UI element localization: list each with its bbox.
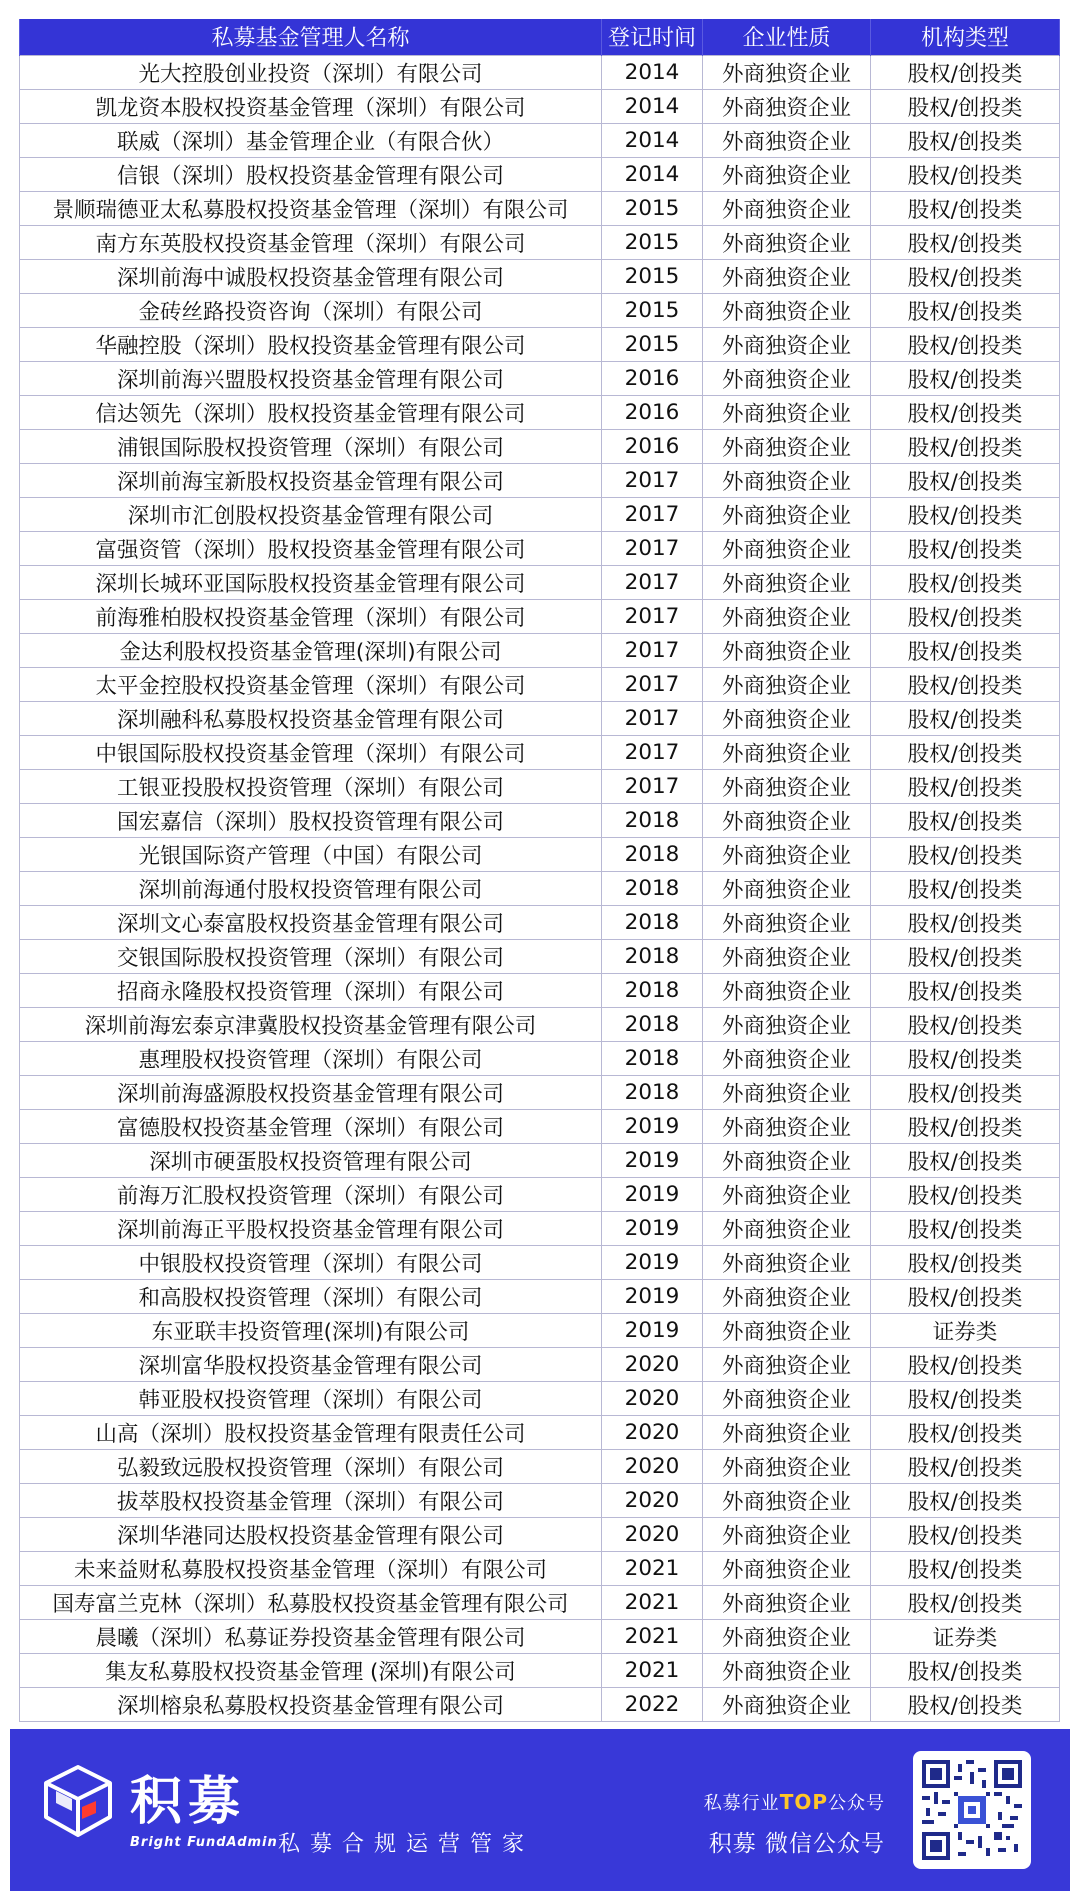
cell-registration-year: 2019 (602, 1313, 703, 1347)
table-row (20, 633, 1060, 667)
table-row (20, 1381, 1060, 1415)
cell-institution-type: 股权/创投类 (871, 735, 1060, 769)
cell-institution-type: 证券类 (871, 1313, 1060, 1347)
cell-registration-year: 2015 (602, 191, 703, 225)
cell-institution-type: 股权/创投类 (871, 55, 1060, 89)
cell-registration-year: 2021 (602, 1551, 703, 1585)
cell-manager-name: 金砖丝路投资咨询（深圳）有限公司 (20, 293, 602, 327)
cell-manager-name: 国寿富兰克林（深圳）私募股权投资基金管理有限公司 (20, 1585, 602, 1619)
cell-manager-name: 未来益财私募股权投资基金管理（深圳）有限公司 (20, 1551, 602, 1585)
cell-enterprise-nature: 外商独资企业 (703, 1449, 871, 1483)
cell-manager-name: 深圳前海宏泰京津冀股权投资基金管理有限公司 (20, 1007, 602, 1041)
cell-registration-year: 2020 (602, 1415, 703, 1449)
cell-enterprise-nature: 外商独资企业 (703, 1313, 871, 1347)
cell-institution-type: 股权/创投类 (871, 1041, 1060, 1075)
cell-manager-name: 深圳前海宝新股权投资基金管理有限公司 (20, 463, 602, 497)
cell-enterprise-nature: 外商独资企业 (703, 497, 871, 531)
cell-manager-name: 信银（深圳）股权投资基金管理有限公司 (20, 157, 602, 191)
cell-manager-name: 景顺瑞德亚太私募股权投资基金管理（深圳）有限公司 (20, 191, 602, 225)
cell-registration-year: 2019 (602, 1143, 703, 1177)
cell-enterprise-nature: 外商独资企业 (703, 803, 871, 837)
cell-registration-year: 2014 (602, 89, 703, 123)
cell-manager-name: 东亚联丰投资管理(深圳)有限公司 (20, 1313, 602, 1347)
cell-registration-year: 2014 (602, 157, 703, 191)
table-row (20, 1143, 1060, 1177)
cell-manager-name: 凯龙资本股权投资基金管理（深圳）有限公司 (20, 89, 602, 123)
cell-registration-year: 2018 (602, 905, 703, 939)
cell-registration-year: 2017 (602, 701, 703, 735)
cell-registration-year: 2014 (602, 55, 703, 89)
cell-registration-year: 2018 (602, 837, 703, 871)
cell-enterprise-nature: 外商独资企业 (703, 1347, 871, 1381)
header-registration-year: 登记时间 (602, 19, 703, 55)
cell-institution-type: 股权/创投类 (871, 123, 1060, 157)
cell-enterprise-nature: 外商独资企业 (703, 633, 871, 667)
table-header-row (20, 19, 1060, 55)
cell-institution-type: 股权/创投类 (871, 701, 1060, 735)
cell-manager-name: 深圳前海兴盟股权投资基金管理有限公司 (20, 361, 602, 395)
table-row (20, 1279, 1060, 1313)
cell-institution-type: 股权/创投类 (871, 225, 1060, 259)
cell-institution-type: 证券类 (871, 1619, 1060, 1653)
cell-institution-type: 股权/创投类 (871, 497, 1060, 531)
table-row (20, 1041, 1060, 1075)
cell-manager-name: 深圳富华股权投资基金管理有限公司 (20, 1347, 602, 1381)
cell-enterprise-nature: 外商独资企业 (703, 837, 871, 871)
cell-registration-year: 2017 (602, 497, 703, 531)
tagline-top-badge: TOP (779, 1790, 828, 1814)
table-row (20, 1177, 1060, 1211)
cell-enterprise-nature: 外商独资企业 (703, 55, 871, 89)
cell-institution-type: 股权/创投类 (871, 1415, 1060, 1449)
cell-institution-type: 股权/创投类 (871, 1449, 1060, 1483)
cell-enterprise-nature: 外商独资企业 (703, 565, 871, 599)
cell-enterprise-nature: 外商独资企业 (703, 1177, 871, 1211)
cell-manager-name: 太平金控股权投资基金管理（深圳）有限公司 (20, 667, 602, 701)
cell-enterprise-nature: 外商独资企业 (703, 157, 871, 191)
table-row (20, 1007, 1060, 1041)
cell-institution-type: 股权/创投类 (871, 293, 1060, 327)
tagline-prefix: 私募行业 (703, 1793, 780, 1814)
cell-enterprise-nature: 外商独资企业 (703, 395, 871, 429)
cell-registration-year: 2021 (602, 1619, 703, 1653)
cell-institution-type: 股权/创投类 (871, 1143, 1060, 1177)
cell-institution-type: 股权/创投类 (871, 769, 1060, 803)
cell-registration-year: 2020 (602, 1347, 703, 1381)
cell-registration-year: 2016 (602, 361, 703, 395)
cell-enterprise-nature: 外商独资企业 (703, 1007, 871, 1041)
cell-institution-type: 股权/创投类 (871, 395, 1060, 429)
cell-registration-year: 2015 (602, 259, 703, 293)
cell-institution-type: 股权/创投类 (871, 259, 1060, 293)
table-row (20, 157, 1060, 191)
cell-registration-year: 2016 (602, 395, 703, 429)
cell-institution-type: 股权/创投类 (871, 1585, 1060, 1619)
cell-manager-name: 浦银国际股权投资管理（深圳）有限公司 (20, 429, 602, 463)
cell-enterprise-nature: 外商独资企业 (703, 1687, 871, 1721)
cell-registration-year: 2017 (602, 531, 703, 565)
table-row (20, 293, 1060, 327)
cell-manager-name: 前海雅柏股权投资基金管理（深圳）有限公司 (20, 599, 602, 633)
cell-registration-year: 2019 (602, 1177, 703, 1211)
cell-registration-year: 2018 (602, 871, 703, 905)
cell-registration-year: 2017 (602, 599, 703, 633)
cell-enterprise-nature: 外商独资企业 (703, 905, 871, 939)
cell-enterprise-nature: 外商独资企业 (703, 1143, 871, 1177)
table-row (20, 1585, 1060, 1619)
table-row (20, 735, 1060, 769)
table-row (20, 497, 1060, 531)
cell-manager-name: 深圳前海正平股权投资基金管理有限公司 (20, 1211, 602, 1245)
table-row (20, 1551, 1060, 1585)
cell-registration-year: 2017 (602, 735, 703, 769)
table-row (20, 1653, 1060, 1687)
cell-enterprise-nature: 外商独资企业 (703, 1245, 871, 1279)
table-row (20, 89, 1060, 123)
cell-institution-type: 股权/创投类 (871, 361, 1060, 395)
cell-enterprise-nature: 外商独资企业 (703, 191, 871, 225)
cell-institution-type: 股权/创投类 (871, 1687, 1060, 1721)
brand-slogan: 私募合规运营管家 (278, 1832, 535, 1857)
table-row (20, 1347, 1060, 1381)
cell-manager-name: 集友私募股权投资基金管理 (深圳)有限公司 (20, 1653, 602, 1687)
cell-institution-type: 股权/创投类 (871, 633, 1060, 667)
cell-manager-name: 深圳前海通付股权投资管理有限公司 (20, 871, 602, 905)
table-row (20, 429, 1060, 463)
cell-manager-name: 国宏嘉信（深圳）股权投资管理有限公司 (20, 803, 602, 837)
brand-name-cn: 积募 (130, 1771, 247, 1832)
cell-registration-year: 2015 (602, 327, 703, 361)
cell-enterprise-nature: 外商独资企业 (703, 701, 871, 735)
cell-registration-year: 2022 (602, 1687, 703, 1721)
cell-institution-type: 股权/创投类 (871, 973, 1060, 1007)
cell-manager-name: 联威（深圳）基金管理企业（有限合伙） (20, 123, 602, 157)
table-row (20, 1483, 1060, 1517)
table-row (20, 973, 1060, 1007)
cell-registration-year: 2015 (602, 225, 703, 259)
cell-enterprise-nature: 外商独资企业 (703, 599, 871, 633)
cell-enterprise-nature: 外商独资企业 (703, 1279, 871, 1313)
cell-manager-name: 交银国际股权投资管理（深圳）有限公司 (20, 939, 602, 973)
cell-manager-name: 光银国际资产管理（中国）有限公司 (20, 837, 602, 871)
cell-enterprise-nature: 外商独资企业 (703, 1517, 871, 1551)
table-row (20, 1619, 1060, 1653)
table-row (20, 531, 1060, 565)
cell-enterprise-nature: 外商独资企业 (703, 1551, 871, 1585)
table-row (20, 395, 1060, 429)
cell-manager-name: 金达利股权投资基金管理(深圳)有限公司 (20, 633, 602, 667)
table-row (20, 667, 1060, 701)
header-institution-type: 机构类型 (871, 19, 1060, 55)
cell-institution-type: 股权/创投类 (871, 89, 1060, 123)
cell-enterprise-nature: 外商独资企业 (703, 429, 871, 463)
cell-manager-name: 工银亚投股权投资管理（深圳）有限公司 (20, 769, 602, 803)
cell-manager-name: 惠理股权投资管理（深圳）有限公司 (20, 1041, 602, 1075)
cell-enterprise-nature: 外商独资企业 (703, 871, 871, 905)
cell-institution-type: 股权/创投类 (871, 531, 1060, 565)
cell-manager-name: 深圳融科私募股权投资基金管理有限公司 (20, 701, 602, 735)
table-row (20, 327, 1060, 361)
cell-registration-year: 2018 (602, 1041, 703, 1075)
cell-institution-type: 股权/创投类 (871, 191, 1060, 225)
cell-manager-name: 晨曦（深圳）私募证券投资基金管理有限公司 (20, 1619, 602, 1653)
table-row (20, 1245, 1060, 1279)
table-row (20, 361, 1060, 395)
qr-code-card[interactable] (913, 1751, 1031, 1869)
cell-enterprise-nature: 外商独资企业 (703, 1653, 871, 1687)
cell-institution-type: 股权/创投类 (871, 939, 1060, 973)
cell-manager-name: 弘毅致远股权投资管理（深圳）有限公司 (20, 1449, 602, 1483)
cell-institution-type: 股权/创投类 (871, 871, 1060, 905)
cell-institution-type: 股权/创投类 (871, 1245, 1060, 1279)
cell-registration-year: 2019 (602, 1279, 703, 1313)
cell-institution-type: 股权/创投类 (871, 599, 1060, 633)
cell-enterprise-nature: 外商独资企业 (703, 1075, 871, 1109)
cell-registration-year: 2018 (602, 1075, 703, 1109)
cell-manager-name: 深圳市汇创股权投资基金管理有限公司 (20, 497, 602, 531)
cell-enterprise-nature: 外商独资企业 (703, 769, 871, 803)
cell-manager-name: 光大控股创业投资（深圳）有限公司 (20, 55, 602, 89)
cell-registration-year: 2020 (602, 1483, 703, 1517)
cell-institution-type: 股权/创投类 (871, 463, 1060, 497)
table-row (20, 259, 1060, 293)
cell-institution-type: 股权/创投类 (871, 1381, 1060, 1415)
cube-logo-icon (38, 1761, 118, 1841)
cell-enterprise-nature: 外商独资企业 (703, 327, 871, 361)
cell-registration-year: 2018 (602, 939, 703, 973)
cell-institution-type: 股权/创投类 (871, 837, 1060, 871)
cell-manager-name: 前海万汇股权投资管理（深圳）有限公司 (20, 1177, 602, 1211)
header-enterprise-nature: 企业性质 (703, 19, 871, 55)
industry-top-tagline (704, 1789, 885, 1815)
cell-enterprise-nature: 外商独资企业 (703, 1109, 871, 1143)
cell-registration-year: 2018 (602, 1007, 703, 1041)
cell-manager-name: 招商永隆股权投资管理（深圳）有限公司 (20, 973, 602, 1007)
cell-registration-year: 2015 (602, 293, 703, 327)
table-row (20, 123, 1060, 157)
cell-registration-year: 2016 (602, 429, 703, 463)
cell-institution-type: 股权/创投类 (871, 565, 1060, 599)
cell-manager-name: 富德股权投资基金管理（深圳）有限公司 (20, 1109, 602, 1143)
cell-manager-name: 信达领先（深圳）股权投资基金管理有限公司 (20, 395, 602, 429)
cell-enterprise-nature: 外商独资企业 (703, 735, 871, 769)
table-row (20, 1415, 1060, 1449)
cell-enterprise-nature: 外商独资企业 (703, 259, 871, 293)
cell-registration-year: 2020 (602, 1381, 703, 1415)
cell-enterprise-nature: 外商独资企业 (703, 89, 871, 123)
table-row (20, 1075, 1060, 1109)
cell-enterprise-nature: 外商独资企业 (703, 1381, 871, 1415)
cell-manager-name: 深圳文心泰富股权投资基金管理有限公司 (20, 905, 602, 939)
cell-institution-type: 股权/创投类 (871, 1109, 1060, 1143)
cell-enterprise-nature: 外商独资企业 (703, 973, 871, 1007)
cell-registration-year: 2020 (602, 1517, 703, 1551)
cell-institution-type: 股权/创投类 (871, 1279, 1060, 1313)
table-body (20, 55, 1060, 1721)
cell-registration-year: 2021 (602, 1585, 703, 1619)
cell-manager-name: 山高（深圳）股权投资基金管理有限责任公司 (20, 1415, 602, 1449)
cell-enterprise-nature: 外商独资企业 (703, 1585, 871, 1619)
cell-institution-type: 股权/创投类 (871, 1653, 1060, 1687)
cell-enterprise-nature: 外商独资企业 (703, 123, 871, 157)
qr-code-icon[interactable] (922, 1760, 1022, 1860)
brand-footer-banner (10, 1729, 1070, 1891)
table-row (20, 939, 1060, 973)
fund-manager-table (19, 19, 1060, 1722)
cell-registration-year: 2017 (602, 565, 703, 599)
cell-manager-name: 韩亚股权投资管理（深圳）有限公司 (20, 1381, 602, 1415)
cell-manager-name: 深圳前海中诚股权投资基金管理有限公司 (20, 259, 602, 293)
cell-institution-type: 股权/创投类 (871, 667, 1060, 701)
cell-institution-type: 股权/创投类 (871, 327, 1060, 361)
table-row (20, 1449, 1060, 1483)
cell-registration-year: 2019 (602, 1245, 703, 1279)
cell-enterprise-nature: 外商独资企业 (703, 531, 871, 565)
cell-enterprise-nature: 外商独资企业 (703, 1483, 871, 1517)
cell-manager-name: 中银股权投资管理（深圳）有限公司 (20, 1245, 602, 1279)
cell-institution-type: 股权/创投类 (871, 429, 1060, 463)
cell-enterprise-nature: 外商独资企业 (703, 361, 871, 395)
table-row (20, 1687, 1060, 1721)
cell-manager-name: 深圳长城环亚国际股权投资基金管理有限公司 (20, 565, 602, 599)
table-row (20, 701, 1060, 735)
table-row (20, 905, 1060, 939)
cell-enterprise-nature: 外商独资企业 (703, 667, 871, 701)
cell-manager-name: 中银国际股权投资基金管理（深圳）有限公司 (20, 735, 602, 769)
cell-manager-name: 南方东英股权投资基金管理（深圳）有限公司 (20, 225, 602, 259)
cell-registration-year: 2014 (602, 123, 703, 157)
table-row (20, 55, 1060, 89)
cell-enterprise-nature: 外商独资企业 (703, 939, 871, 973)
cell-registration-year: 2017 (602, 667, 703, 701)
cell-registration-year: 2019 (602, 1211, 703, 1245)
cell-manager-name: 和高股权投资管理（深圳）有限公司 (20, 1279, 602, 1313)
table-row (20, 1313, 1060, 1347)
cell-enterprise-nature: 外商独资企业 (703, 1619, 871, 1653)
table-row (20, 803, 1060, 837)
cell-institution-type: 股权/创投类 (871, 1177, 1060, 1211)
cell-institution-type: 股权/创投类 (871, 1551, 1060, 1585)
table-row (20, 837, 1060, 871)
cell-enterprise-nature: 外商独资企业 (703, 225, 871, 259)
cell-institution-type: 股权/创投类 (871, 1007, 1060, 1041)
cell-enterprise-nature: 外商独资企业 (703, 463, 871, 497)
cell-manager-name: 富强资管（深圳）股权投资基金管理有限公司 (20, 531, 602, 565)
cell-institution-type: 股权/创投类 (871, 905, 1060, 939)
cell-manager-name: 拔萃股权投资基金管理（深圳）有限公司 (20, 1483, 602, 1517)
table-row (20, 1109, 1060, 1143)
table-row (20, 1211, 1060, 1245)
cell-institution-type: 股权/创投类 (871, 1075, 1060, 1109)
fund-manager-table-container (19, 19, 1059, 1722)
cell-manager-name: 深圳前海盛源股权投资基金管理有限公司 (20, 1075, 602, 1109)
cell-enterprise-nature: 外商独资企业 (703, 1415, 871, 1449)
cell-manager-name: 深圳华港同达股权投资基金管理有限公司 (20, 1517, 602, 1551)
tagline-suffix: 公众号 (828, 1793, 885, 1814)
cell-enterprise-nature: 外商独资企业 (703, 1211, 871, 1245)
cell-registration-year: 2017 (602, 463, 703, 497)
cell-registration-year: 2017 (602, 633, 703, 667)
cell-manager-name: 华融控股（深圳）股权投资基金管理有限公司 (20, 327, 602, 361)
table-row (20, 225, 1060, 259)
table-row (20, 769, 1060, 803)
cell-registration-year: 2017 (602, 769, 703, 803)
cell-manager-name: 深圳市硬蛋股权投资管理有限公司 (20, 1143, 602, 1177)
cell-institution-type: 股权/创投类 (871, 157, 1060, 191)
cell-institution-type: 股权/创投类 (871, 1347, 1060, 1381)
cell-manager-name: 深圳榕泉私募股权投资基金管理有限公司 (20, 1687, 602, 1721)
table-row (20, 565, 1060, 599)
table-row (20, 1517, 1060, 1551)
table-row (20, 871, 1060, 905)
cell-registration-year: 2021 (602, 1653, 703, 1687)
cell-institution-type: 股权/创投类 (871, 1483, 1060, 1517)
table-row (20, 599, 1060, 633)
cell-institution-type: 股权/创投类 (871, 1517, 1060, 1551)
cell-institution-type: 股权/创投类 (871, 1211, 1060, 1245)
wechat-account-label: 积募 微信公众号 (708, 1831, 885, 1857)
cell-institution-type: 股权/创投类 (871, 803, 1060, 837)
table-row (20, 463, 1060, 497)
cell-registration-year: 2018 (602, 803, 703, 837)
cell-registration-year: 2018 (602, 973, 703, 1007)
cell-enterprise-nature: 外商独资企业 (703, 1041, 871, 1075)
table-row (20, 191, 1060, 225)
cell-registration-year: 2020 (602, 1449, 703, 1483)
header-manager-name: 私募基金管理人名称 (20, 19, 602, 55)
cell-registration-year: 2019 (602, 1109, 703, 1143)
cell-enterprise-nature: 外商独资企业 (703, 293, 871, 327)
brand-name-en: Bright FundAdmin (130, 1835, 278, 1850)
